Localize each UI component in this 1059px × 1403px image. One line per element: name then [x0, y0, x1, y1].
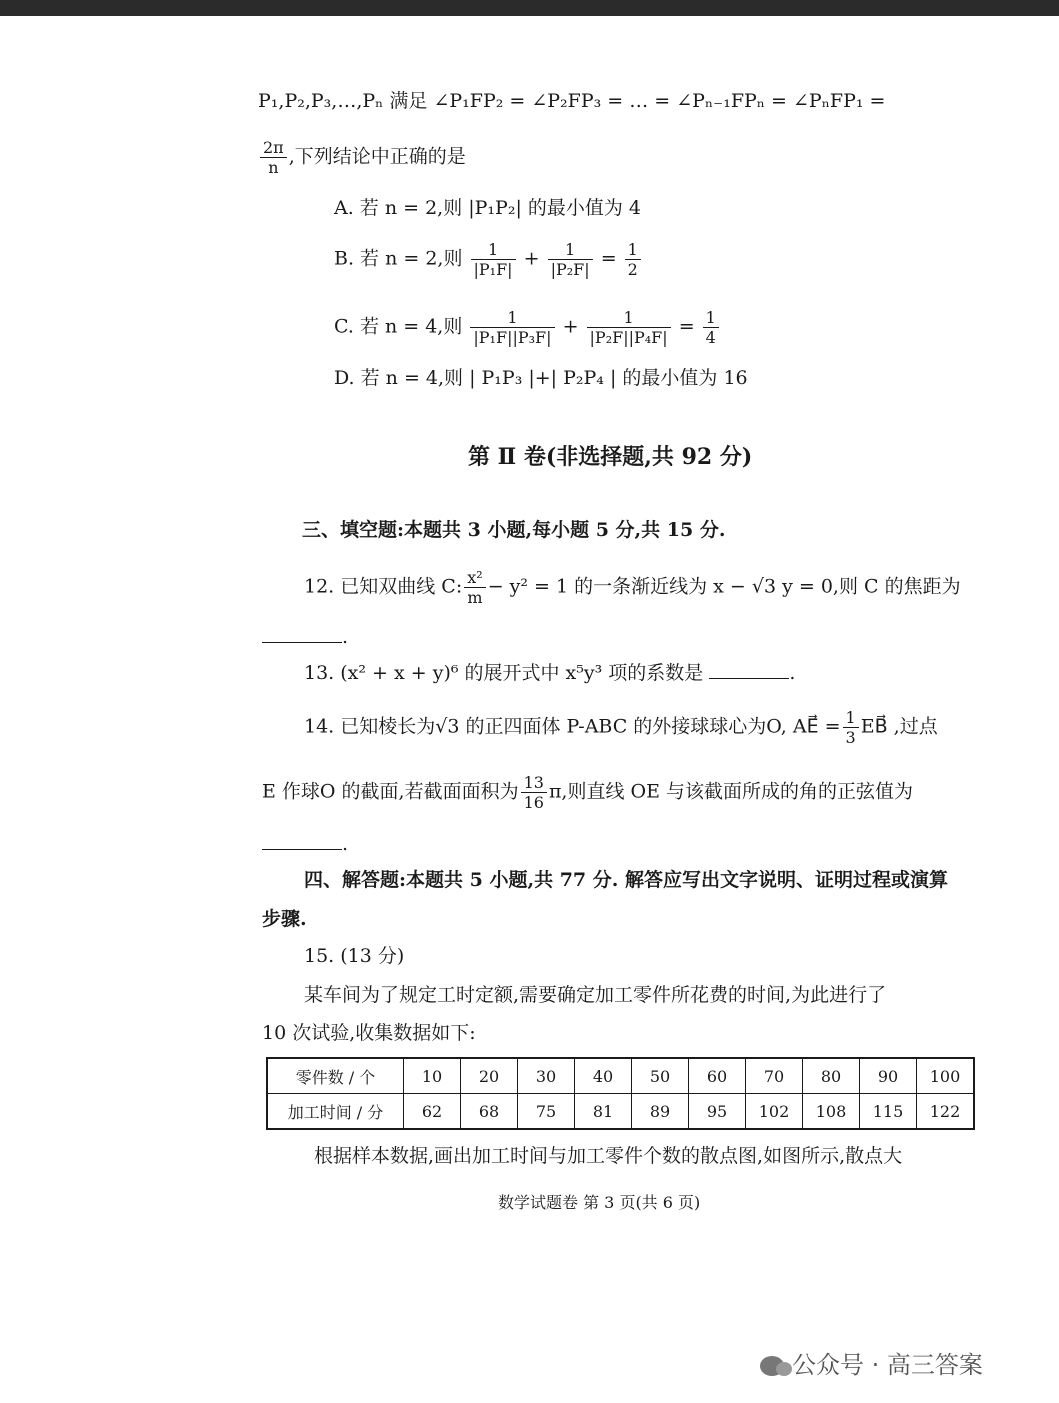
wechat-icon	[760, 1356, 784, 1376]
data-table	[266, 1057, 975, 1130]
table-cell: 60	[689, 1058, 746, 1094]
table-row-label: 零件数 / 个	[267, 1058, 404, 1094]
section3-title: 三、填空题:本题共 3 小题,每小题 5 分,共 15 分.	[302, 519, 726, 541]
option-a: A. 若 n = 2,则 |P₁P₂| 的最小值为 4	[334, 197, 642, 219]
table-cell: 90	[860, 1058, 917, 1094]
table-row	[267, 1058, 974, 1094]
table-cell: 75	[518, 1094, 575, 1130]
option-b: B. 若 n = 2,则 $\frac{1}{\text{|P₁F|}}$ + $\frac{1}{\text{|P₂F|}}$ = $\frac{1}{2}$	[334, 240, 643, 279]
table-cell: 81	[575, 1094, 632, 1130]
question-15-text-1: 某车间为了规定工时定额,需要确定加工零件所花费的时间,为此进行了	[304, 984, 887, 1006]
table-row-label: 加工时间 / 分	[267, 1094, 404, 1130]
table-row	[267, 1094, 974, 1130]
table-cell: 80	[803, 1058, 860, 1094]
intro-line-2: $\frac{2\pi}{n}$ ,下列结论中正确的是	[258, 138, 466, 177]
question-13-answer-blank	[709, 660, 789, 679]
fraction-2pi-over-n: $\frac{2\pi}{n}$	[260, 138, 287, 177]
table-cell: 102	[746, 1094, 803, 1130]
section4-title-cont: 步骤.	[262, 908, 307, 930]
question-14-answer-blank: .	[262, 831, 348, 857]
question-12-answer-blank: .	[262, 624, 348, 650]
table-cell: 122	[917, 1094, 975, 1130]
section4-title: 四、解答题:本题共 5 小题,共 77 分. 解答应写出文字说明、证明过程或演算	[304, 869, 948, 891]
table-cell: 108	[803, 1094, 860, 1130]
table-cell: 20	[461, 1058, 518, 1094]
part2-title: 第 Ⅱ 卷(非选择题,共 92 分)	[468, 444, 753, 470]
table-cell: 62	[404, 1094, 461, 1130]
table-cell: 89	[632, 1094, 689, 1130]
question-14-line-1: 14. 已知棱长为√3 的正四面体 P-ABC 的外接球球心为O, AE⃗ = $\frac{1}{3}$ EB⃗ ,过点	[304, 708, 938, 747]
table-cell: 30	[518, 1058, 575, 1094]
option-d: D. 若 n = 4,则 | P₁P₃ |+| P₂P₄ | 的最小值为 16	[334, 367, 748, 389]
table-cell: 40	[575, 1058, 632, 1094]
watermark: 公众号 · 高三答案	[760, 1345, 983, 1380]
question-15-text-3: 根据样本数据,画出加工时间与加工零件个数的散点图,如图所示,散点大	[314, 1145, 903, 1167]
table-cell: 100	[917, 1058, 975, 1094]
option-c: C. 若 n = 4,则 $\frac{1}{\text{|P₁F||P₃F|}}$ + $\frac{1}{\text{|P₂F||P₄F|}}$ = $\frac{1}{4}$	[334, 308, 721, 347]
page-footer: 数学试题卷 第 3 页(共 6 页)	[498, 1193, 701, 1212]
question-12: 12. 已知双曲线 C: $\frac{\text{x²}}{m}$ − y² = 1 的一条渐近线为 x − √3 y = 0,则 C 的焦距为	[304, 568, 961, 607]
table-cell: 50	[632, 1058, 689, 1094]
question-13: 13. (x² + x + y)⁶ 的展开式中 x⁵y³ 项的系数是 .	[304, 662, 796, 684]
table-cell: 115	[860, 1094, 917, 1130]
intro-line-1: P₁,P₂,P₃,…,Pₙ 满足 ∠P₁FP₂ = ∠P₂FP₃ = … = ∠Pₙ₋₁FPₙ = ∠PₙFP₁ =	[258, 90, 886, 112]
question-14-line-2: E 作球O 的截面,若截面面积为 $\frac{13}{16}$ π,则直线 OE 与该截面所成的角的正弦值为	[262, 773, 913, 812]
scan-top-edge	[0, 0, 1059, 16]
question-15-header: 15. (13 分)	[304, 945, 405, 967]
table-cell: 10	[404, 1058, 461, 1094]
table-cell: 95	[689, 1094, 746, 1130]
table-cell: 70	[746, 1058, 803, 1094]
table-cell: 68	[461, 1094, 518, 1130]
question-15-text-2: 10 次试验,收集数据如下:	[262, 1022, 476, 1044]
